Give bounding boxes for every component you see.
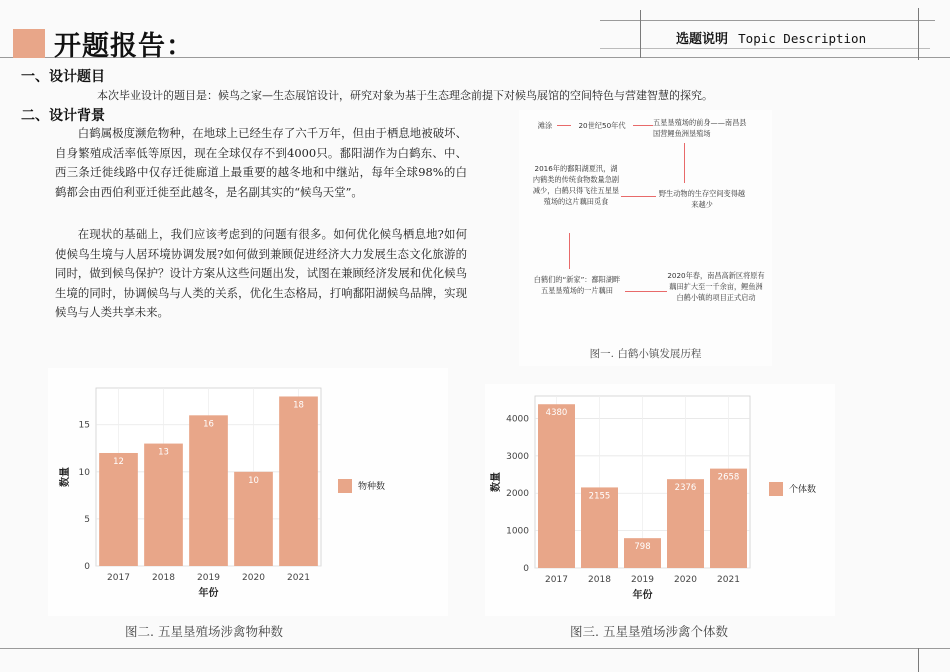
frame-bottom-line [0, 648, 950, 649]
x-tick-label: 2020 [674, 575, 697, 585]
data-label: 4380 [545, 408, 568, 419]
data-label: 10 [248, 475, 259, 486]
x-tick-label: 2018 [588, 575, 611, 585]
chart-species-count [48, 368, 448, 616]
x-tick-label: 2020 [242, 573, 265, 583]
timeline-arrow [684, 143, 685, 183]
x-axis-title: 年份 [632, 590, 653, 601]
y-axis-title: 数量 [60, 467, 71, 487]
frame-topic-underline [600, 48, 930, 49]
y-tick-label: 0 [523, 564, 529, 574]
page-title: 开题报告： [54, 31, 194, 62]
section-2-heading: 二、设计背景 [21, 108, 105, 124]
x-tick-label: 2017 [107, 573, 130, 583]
frame-left-divider [640, 10, 641, 58]
timeline-figure [519, 110, 772, 366]
bar [99, 453, 138, 566]
y-tick-label: 0 [84, 562, 90, 572]
chart-species-svg [48, 368, 448, 616]
topic-description [676, 28, 866, 47]
frame-bottom-right-divider [918, 648, 919, 672]
x-axis-title: 年份 [198, 588, 219, 599]
data-label: 18 [293, 400, 304, 411]
chart-individual-count [485, 384, 835, 616]
y-tick-label: 5 [84, 514, 90, 525]
bar [279, 396, 318, 566]
y-tick-label: 3000 [506, 451, 529, 462]
x-tick-label: 2021 [287, 573, 310, 583]
y-tick-label: 2000 [506, 489, 529, 500]
data-label: 16 [203, 419, 214, 430]
section-2-paragraph-2: 在现状的基础上，我们应该考虑到的问题有很多。如何优化候鸟栖息地?如何使候鸟生境与人居环境协调发展?如何做到兼顾促进经济大力发展生态文化旅游的同时，做到候鸟保护？设计方案从这些问题出发，试图在兼顾经济发展和优化候鸟生境的同时，协调候鸟与人类的关系，优化生态格局，打响鄱阳湖候鸟品牌，实现候鸟与人类共享未来。 [55, 227, 467, 320]
section-1-text: 本次毕业设计的题目是：候鸟之家—生态展馆设计，研究对象为基于生态理念前提下对候鸟展馆的空间特色与营建智慧的探究。 [97, 89, 713, 102]
section-2-paragraph-1: 白鹤属极度濒危物种，在地球上已经生存了六千万年，但由于栖息地被破坏、自身繁殖成活率低等原因，现在全球仅存不到4000只。鄱阳湖作为白鹤东、中、西三条迁徙线路中仅存迁徙廊道上最重要的越冬地和中继站，每年全球98%的白鹤都会由西伯利亚迁徙至此越冬，是名副其实的“候鸟天堂”。 [55, 126, 467, 199]
topic-zh: 选题说明 [676, 32, 729, 47]
x-tick-label: 2019 [197, 573, 220, 583]
y-tick-label: 4000 [506, 414, 529, 425]
timeline-arrow [621, 196, 656, 197]
data-label: 13 [158, 447, 169, 458]
timeline-node-mudflat: 滩涂 [537, 121, 553, 130]
legend-label: 物种数 [358, 482, 386, 492]
page-header [13, 24, 194, 63]
timeline-arrow [569, 233, 570, 269]
data-label: 798 [634, 542, 651, 553]
frame-right-divider [918, 8, 919, 60]
x-tick-label: 2018 [152, 573, 175, 583]
bar [234, 472, 273, 566]
y-tick-label: 1000 [506, 526, 529, 537]
y-axis-title: 数量 [491, 472, 502, 492]
frame-top-line [600, 20, 935, 21]
x-tick-label: 2017 [545, 575, 568, 585]
section-1-heading: 一、设计题目 [21, 69, 105, 85]
topic-en: Topic Description [738, 31, 867, 46]
timeline-caption: 图一. 白鹤小镇发展历程 [589, 348, 702, 360]
timeline-arrow [633, 125, 653, 126]
timeline-node-new-home: 白鹤们的“新家”：鄱阳湖畔五星垦殖场的一片藕田 [533, 275, 621, 295]
timeline-node-predecessor: 五星垦殖场的前身——南昌县国营鲤鱼洲垦殖场 [653, 118, 747, 138]
title-color-block [13, 29, 45, 58]
timeline-arrow [557, 125, 571, 126]
y-tick-label: 15 [78, 420, 90, 431]
x-tick-label: 2019 [631, 575, 654, 585]
x-tick-label: 2021 [717, 575, 740, 585]
bar [144, 444, 183, 566]
chart-individual-svg [485, 384, 835, 616]
bar [538, 404, 575, 568]
chart-species-caption: 图二. 五星垦殖场涉禽物种数 [125, 624, 283, 639]
data-label: 2376 [674, 483, 697, 494]
legend-swatch [338, 479, 352, 493]
legend-label: 个体数 [789, 485, 817, 495]
bar [710, 469, 747, 568]
timeline-node-2016: 2016年的鄱阳湖夏汛，湖内鹤类的传统食物数量急剧减少，白鹤只得飞往五星垦殖场的这片藕田觅食 [532, 164, 620, 206]
bar [189, 415, 228, 566]
legend-swatch [769, 482, 783, 496]
timeline-arrow [625, 291, 667, 292]
timeline-node-shrinking-habitat: 野生动物的生存空间变得越来越少 [658, 189, 746, 209]
timeline-node-1950s: 20世纪50年代 [578, 121, 626, 130]
data-label: 12 [113, 456, 124, 467]
data-label: 2658 [717, 472, 740, 483]
timeline-node-2020: 2020年春，南昌高新区将原有藕田扩大至一千余亩，鲤鱼洲白鹤小镇的项目正式启动 [667, 271, 765, 302]
data-label: 2155 [588, 491, 611, 502]
y-tick-label: 10 [78, 467, 90, 478]
chart-individual-caption: 图三. 五星垦殖场涉禽个体数 [570, 624, 728, 639]
